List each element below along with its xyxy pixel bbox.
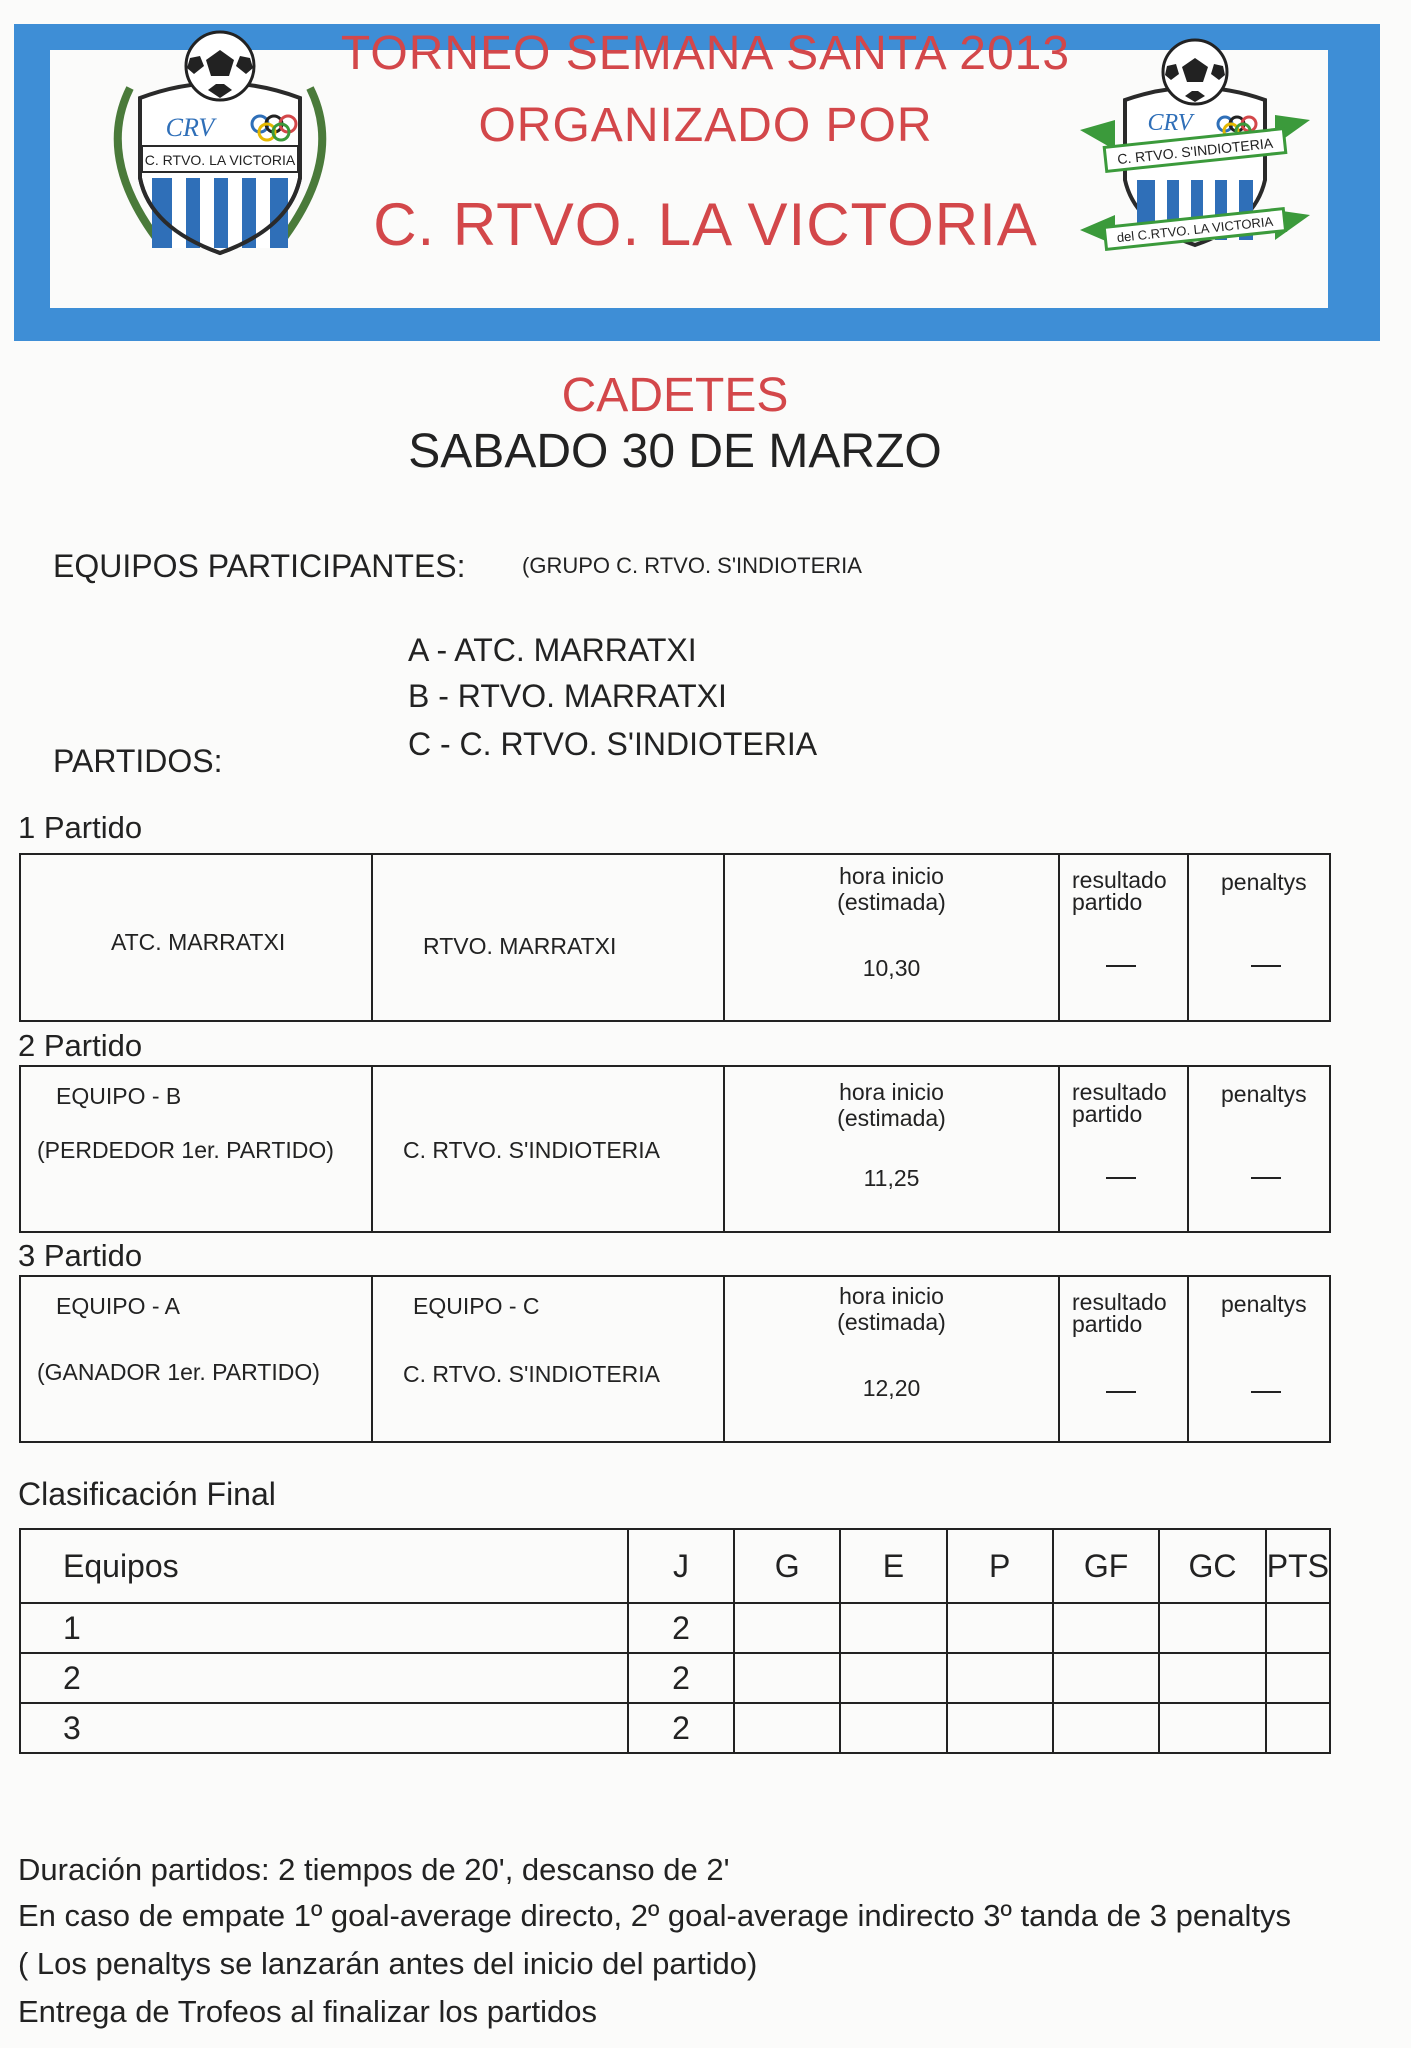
note-duration: Duración partidos: 2 tiempos de 20', descanso de 2' [18, 1852, 730, 1887]
row-3-team: 3 [20, 1703, 628, 1753]
club-logo-left [90, 28, 350, 268]
match-3-result-blank [1106, 1391, 1136, 1393]
logo-right-initials: CRV [1147, 110, 1193, 136]
row-3-gc [1159, 1703, 1266, 1753]
table-row [20, 1603, 1330, 1653]
row-3-gf [1053, 1703, 1159, 1753]
match-3-time: 12,20 [862, 1375, 921, 1401]
team-a: A - ATC. MARRATXI [408, 632, 697, 668]
group-note: (GRUPO C. RTVO. S'INDIOTERIA [522, 553, 862, 578]
match-3-team2 [372, 1276, 724, 1442]
match-1-penalty-label: penaltys [1221, 869, 1307, 895]
col-pts: PTS [1266, 1529, 1330, 1603]
match-2-result-cell [1059, 1066, 1188, 1232]
match-3-team1 [20, 1276, 372, 1442]
match-1-team1 [20, 854, 372, 1021]
teams-label: EQUIPOS PARTICIPANTES: [53, 548, 466, 584]
match-1-team1-line1: ATC. MARRATXI [111, 929, 286, 955]
match-2-time-label: hora inicio (estimada) [837, 1079, 946, 1131]
match-2-result-blank [1106, 1177, 1136, 1179]
match-1-result-blank [1106, 965, 1136, 967]
match-3-time-cell [724, 1276, 1059, 1442]
match-2-title: 2 Partido [18, 1028, 143, 1063]
match-1-time-cell [724, 854, 1059, 1021]
row-2-p [947, 1653, 1053, 1703]
match-3-team2-line2: C. RTVO. S'INDIOTERIA [403, 1361, 660, 1387]
row-2-gf [1053, 1653, 1159, 1703]
match-2-team1-line2: (PERDEDOR 1er. PARTIDO) [37, 1137, 334, 1163]
logo-right-banner-top: C. RTVO. S'INDIOTERIA [1116, 134, 1274, 168]
match-3-result-cell [1059, 1276, 1188, 1442]
table-row [20, 1653, 1330, 1703]
match-1-result-label: resultado partido [1072, 867, 1167, 915]
match-1-time: 10,30 [862, 955, 921, 981]
classification-table [19, 1528, 1331, 1754]
match-2-time: 11,25 [863, 1165, 920, 1191]
match-2-penalty-blank [1251, 1177, 1281, 1179]
match-1-result-cell [1059, 854, 1188, 1021]
header-title-line3: C. RTVO. LA VICTORIA [373, 191, 1038, 258]
match-3-title: 3 Partido [18, 1238, 143, 1273]
classification-title: Clasificación Final [18, 1476, 276, 1512]
match-3-team1-line1: EQUIPO - A [56, 1293, 180, 1319]
row-1-g [734, 1603, 840, 1653]
row-3-j: 2 [628, 1703, 734, 1753]
col-j: J [628, 1529, 734, 1603]
header-title-line1: TORNEO SEMANA SANTA 2013 [340, 27, 1071, 80]
col-gf: GF [1053, 1529, 1159, 1603]
row-3-p [947, 1703, 1053, 1753]
match-1-team2-line1: RTVO. MARRATXI [423, 933, 617, 959]
category-title: CADETES [561, 369, 789, 422]
match-3-penalty-label: penaltys [1221, 1291, 1307, 1317]
date-title: SABADO 30 DE MARZO [408, 425, 942, 478]
match-3-result-label: resultado partido [1072, 1289, 1167, 1337]
match-1-penalty-blank [1251, 965, 1281, 967]
match-1-table [19, 853, 1331, 1022]
match-2-penalty-cell [1188, 1066, 1330, 1232]
row-2-team: 2 [20, 1653, 628, 1703]
match-1-time-label: hora inicio (estimada) [837, 863, 946, 915]
row-3-g [734, 1703, 840, 1753]
match-2-time-cell [724, 1066, 1059, 1232]
row-1-pts [1266, 1603, 1330, 1653]
match-2-table [19, 1065, 1331, 1233]
match-2-team1-line1: EQUIPO - B [56, 1083, 182, 1109]
note-penalties: ( Los penaltys se lanzarán antes del inicio del partido) [18, 1946, 758, 1981]
col-gc: GC [1159, 1529, 1266, 1603]
match-2-result-label: resultado partido [1072, 1079, 1167, 1127]
row-1-gc [1159, 1603, 1266, 1653]
col-equipos: Equipos [20, 1529, 628, 1603]
row-3-pts [1266, 1703, 1330, 1753]
col-g: G [734, 1529, 840, 1603]
matches-label: PARTIDOS: [53, 743, 223, 779]
table-row [20, 1703, 1330, 1753]
match-3-time-label: hora inicio (estimada) [837, 1283, 946, 1335]
row-2-gc [1159, 1653, 1266, 1703]
match-2-team2 [372, 1066, 724, 1232]
col-p: P [947, 1529, 1053, 1603]
team-b: B - RTVO. MARRATXI [408, 678, 727, 714]
row-1-p [947, 1603, 1053, 1653]
match-3-penalty-blank [1251, 1391, 1281, 1393]
match-1-title: 1 Partido [18, 810, 143, 845]
club-logo-right [1075, 20, 1315, 260]
row-2-j: 2 [628, 1653, 734, 1703]
row-1-j: 2 [628, 1603, 734, 1653]
row-1-gf [1053, 1603, 1159, 1653]
row-1-e [840, 1603, 946, 1653]
match-3-team1-line2: (GANADOR 1er. PARTIDO) [37, 1359, 320, 1385]
logo-left-banner-text: C. RTVO. LA VICTORIA [144, 152, 296, 168]
match-2-penalty-label: penaltys [1221, 1081, 1307, 1107]
match-2-team1 [20, 1066, 372, 1232]
logo-right-banner-bottom: del C.RTVO. LA VICTORIA [1116, 213, 1274, 246]
row-2-pts [1266, 1653, 1330, 1703]
row-3-e [840, 1703, 946, 1753]
team-c: C - C. RTVO. S'INDIOTERIA [408, 726, 818, 762]
match-2-team2-line1: C. RTVO. S'INDIOTERIA [403, 1137, 660, 1163]
row-1-team: 1 [20, 1603, 628, 1653]
header-title-line2: ORGANIZADO POR [478, 99, 933, 152]
match-1-team2 [372, 854, 724, 1021]
classification-header-row [20, 1529, 1330, 1603]
row-2-e [840, 1653, 946, 1703]
row-2-g [734, 1653, 840, 1703]
note-tiebreak: En caso de empate 1º goal-average directo, 2º goal-average indirecto 3º tanda de 3 penaltys [18, 1898, 1292, 1933]
match-3-team2-line1: EQUIPO - C [413, 1293, 540, 1319]
match-3-table [19, 1275, 1331, 1443]
match-3-penalty-cell [1188, 1276, 1330, 1442]
note-trophies: Entrega de Trofeos al finalizar los partidos [18, 1994, 597, 2029]
col-e: E [840, 1529, 946, 1603]
match-1-penalty-cell [1188, 854, 1330, 1021]
logo-left-initials: CRV [165, 113, 215, 142]
